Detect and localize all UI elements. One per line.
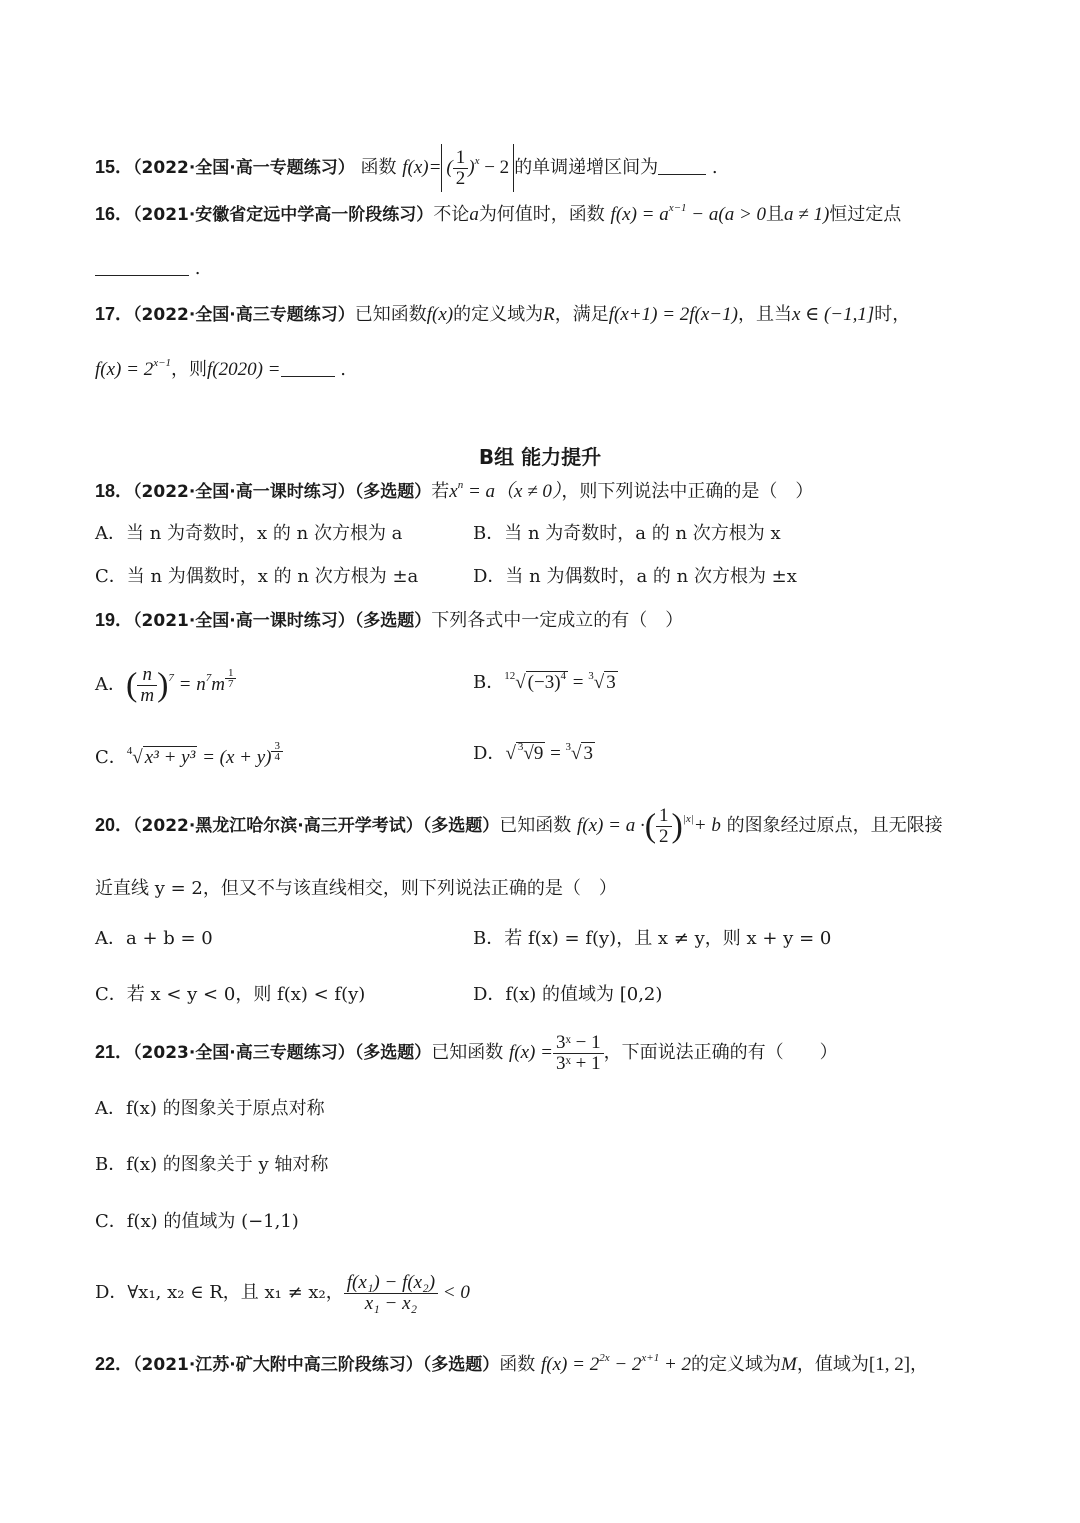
option-b[interactable]: B．f(x) 的图象关于 y 轴对称 — [95, 1154, 329, 1175]
fraction: $\frac{1}{2}$ — [453, 148, 469, 189]
question-source: （2021·全国·高一课时练习）（多选题） — [133, 611, 432, 631]
answer-blank — [95, 257, 189, 276]
option-c[interactable]: C．f(x) 的值域为 (−1,1) — [95, 1211, 299, 1232]
question-source: （2022·全国·高一课时练习）（多选题） — [133, 482, 432, 502]
question-number: 18． — [95, 481, 134, 501]
option-d[interactable]: D．当 n 为偶数时，a 的 n 次方根为 ±x — [473, 566, 797, 587]
question-number: 15． — [95, 157, 134, 177]
option-b[interactable]: B．当 n 为奇数时，a 的 n 次方根为 x — [473, 523, 781, 544]
question-source: （2021·江苏·矿大附中高三阶段练习）（多选题） — [133, 1355, 500, 1375]
answer-line: . — [95, 256, 200, 282]
question-18: 18．（2022·全国·高一课时练习）（多选题）若$x^n = a(x \ne 0)$，则下列说法中正确的是（ ） — [95, 479, 814, 502]
question-21: 21．（2023·全国·高三专题练习）（多选题）已知函数 f(x) = $\frac{\text{3ˣ − 1}}{\text{3ˣ + 1}}$ ，下面说法正确的有（ ） — [95, 1032, 838, 1075]
question-number: 16． — [95, 204, 134, 224]
answer-blank — [658, 156, 706, 175]
option-b[interactable]: B．若 f(x) = f(y)，且 x ≠ y，则 x + y = 0 — [473, 928, 832, 949]
absolute-value-expression: ( $\frac{1}{2}$ )$^x$ − 2 — [441, 144, 514, 192]
question-text: 函数 — [360, 157, 397, 178]
question-19: 19．（2021·全国·高一课时练习）（多选题）下列各式中一定成立的有（ ） — [95, 610, 684, 631]
question-source: （2022·黑龙江哈尔滨·高三开学考试）（多选题） — [133, 816, 500, 836]
option-c[interactable]: C．$^4$√ x³ + y³ = (x + y) $^{\frac{3}{4}}$ — [95, 741, 283, 771]
option-c[interactable]: C．若 x < y < 0，则 f(x) < f(y) — [95, 984, 366, 1005]
option-c[interactable]: C．当 n 为偶数时，x 的 n 次方根为 ±a — [95, 566, 419, 587]
question-17-line-2: $f(x) = 2^{x-1}$，则f(2020) = . — [95, 357, 346, 380]
option-a[interactable]: A．f(x) 的图象关于原点对称 — [95, 1098, 325, 1119]
question-source: （2023·全国·高三专题练习）（多选题） — [133, 1043, 432, 1063]
question-20-line-2: 近直线 y = 2，但又不与该直线相交，则下列说法正确的是（ ） — [95, 878, 617, 899]
math-expression: f(x)= — [402, 157, 442, 178]
answer-blank — [281, 358, 335, 377]
question-number: 19． — [95, 610, 134, 630]
question-number: 21． — [95, 1042, 134, 1062]
question-text: 的单调递增区间为 — [514, 157, 659, 178]
question-number: 17． — [95, 304, 134, 324]
math-expression: $f(x) = a^{x-1} - a(a > 0$ — [610, 202, 767, 225]
question-17: 17．（2022·全国·高三专题练习）已知函数f(x)的定义域为R，满足f(x+1) = 2f(x−1)，且当x ∈ (−1,1]时， — [95, 304, 911, 325]
option-a[interactable]: A．当 n 为奇数时，x 的 n 次方根为 a — [95, 523, 403, 544]
option-b[interactable]: B．$^{12}$√ $(-3)^4 = ^3√$ 3 — [473, 670, 616, 693]
option-a[interactable]: A．a + b = 0 — [95, 928, 213, 949]
option-d[interactable]: D．∀x₁, x₂ ∈ R，且 x₁ ≠ x₂， $\frac{\text{f(x₁) − f(x₂)}}{\text{x₁ − x₂}}$ < 0 — [95, 1272, 470, 1315]
question-number: 20． — [95, 815, 134, 835]
option-a[interactable]: A．( $\frac{n}{m}$ )$^7 = n^7m$ $^{\frac{1}{7}}$ — [95, 660, 236, 711]
question-source: （2022·全国·高三专题练习） — [133, 305, 355, 325]
question-22: 22．（2021·江苏·矿大附中高三阶段练习）（多选题）函数 $f(x) = 2^{2x} - 2^{x+1} + 2$的定义域为M，值域为[1, 2]， — [95, 1352, 929, 1375]
question-source: （2022·全国·高一专题练习） — [133, 158, 355, 178]
question-15: 15．（2022·全国·高一专题练习） 函数 f(x)= ( $\frac{1}{2}$ )$^x$ − 2 的单调递增区间为 . — [95, 144, 718, 192]
question-20: 20．（2022·黑龙江哈尔滨·高三开学考试）（多选题）已知函数 f(x) = a ·( $\frac{1}{2}$ )$^{|x|}$+ b 的图象经过原点，且无限接 — [95, 805, 943, 848]
question-source: （2021·安徽省定远中学高一阶段练习） — [133, 205, 434, 225]
section-heading: B组 能力提升 — [478, 445, 602, 469]
option-d[interactable]: D．f(x) 的值域为 [0,2) — [473, 984, 663, 1005]
question-16: 16．（2021·安徽省定远中学高一阶段练习）不论a为何值时，函数 $f(x) = a^{x-1} - a(a > 0$且a ≠ 1)恒过定点 — [95, 202, 902, 225]
question-number: 22． — [95, 1354, 134, 1374]
option-d[interactable]: D．√ $^3$√9 = $^3$√ 3 — [473, 741, 593, 764]
